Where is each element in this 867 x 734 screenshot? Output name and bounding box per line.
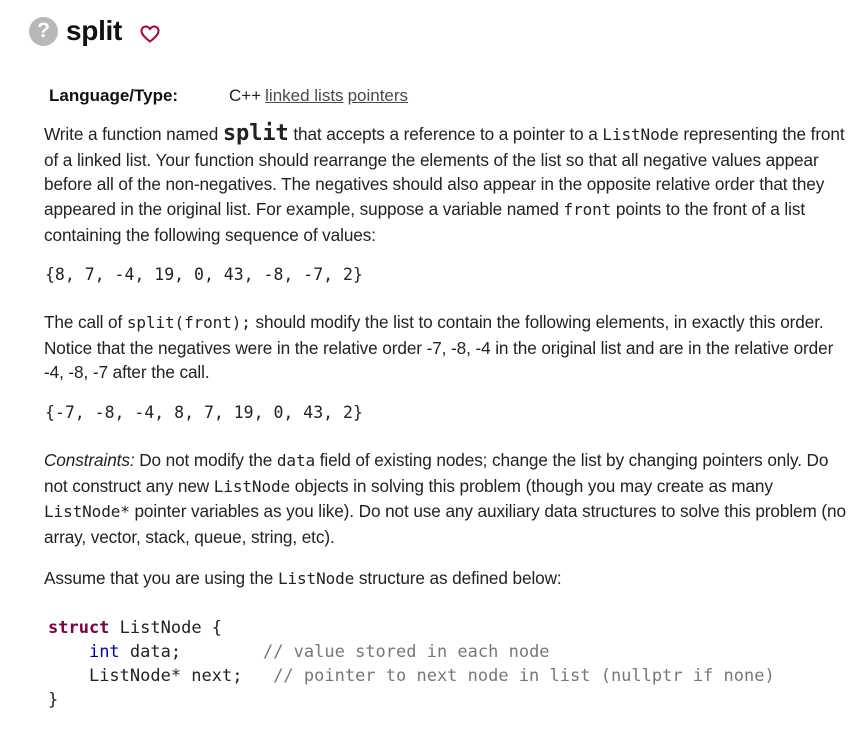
comment-data: // value stored in each node	[262, 642, 550, 662]
text: structure as defined below:	[354, 568, 562, 588]
function-name: split	[222, 121, 289, 146]
language-type-label: Language/Type:	[49, 86, 179, 105]
text: that accepts a reference to a pointer to a	[288, 124, 603, 144]
constraints	[44, 448, 850, 550]
text: Do not modify the	[134, 450, 277, 470]
text: field of existing nodes; change the list by changing pointers only. Do not construct any new	[44, 450, 829, 496]
struct-name: ListNode {	[119, 618, 223, 638]
text: pointer variables as you like). Do not use any auxiliary data structures to solve this problem (no array, vector, stack, queue, string, etc).	[44, 501, 846, 548]
text: Write a function named	[44, 124, 223, 144]
indent	[48, 666, 89, 686]
problem-header	[29, 14, 160, 48]
tag-link-linked-lists[interactable]: linked lists	[265, 86, 344, 105]
text: points to the front of a list containing the following sequence of values:	[44, 199, 806, 245]
code-data: data	[276, 451, 316, 470]
code-split-call: split(front);	[126, 313, 251, 332]
sequence-before: {8, 7, -4, 19, 0, 43, -8, -7, 2}	[45, 265, 363, 284]
type-int: int	[88, 642, 120, 662]
text: Assume that you are using the	[44, 568, 278, 588]
code-listnode: ListNode	[213, 476, 291, 496]
help-icon[interactable]: ?	[29, 17, 58, 46]
field-data: data;	[119, 642, 263, 662]
call-description	[44, 310, 850, 385]
tag-link-pointers[interactable]: pointers	[347, 86, 409, 105]
text: objects in solving this problem (though you may create as many	[290, 475, 773, 496]
text: representing the front of a linked list. Your function should rearrange the elements of the list so that all negative values appear before all of the non-negatives. The negatives should also appear in the opposite relative order that they appeared in the original list. For example, suppose a variable named	[44, 124, 845, 220]
sequence-after: {-7, -8, -4, 8, 7, 19, 0, 43, 2}	[45, 403, 363, 422]
heart-outline-icon[interactable]	[140, 25, 160, 43]
language-type-row	[49, 86, 408, 106]
struct-close: }	[48, 690, 59, 710]
keyword-struct: struct	[48, 618, 110, 638]
indent	[48, 642, 89, 662]
field-next: ListNode* next;	[88, 666, 274, 686]
code-listnode-pointer: ListNode*	[44, 502, 130, 522]
comment-next: // pointer to next node in list (nullptr if none)	[273, 666, 775, 686]
code-listnode: ListNode	[602, 125, 679, 144]
code-listnode: ListNode	[277, 569, 355, 588]
struct-definition-code	[48, 616, 775, 712]
constraints-label: Constraints:	[44, 450, 135, 470]
problem-title: split	[66, 15, 123, 46]
code-front: front	[563, 200, 612, 220]
text: The call of	[44, 312, 127, 332]
text: should modify the list to contain the following elements, in exactly this order. Notice that the negatives were in the relative order -7, -8, -4 in the original list and are in the relative order -4, -8, -7 after the call.	[44, 312, 834, 383]
structure-intro	[44, 566, 850, 592]
problem-description	[44, 122, 850, 248]
language-value: C++	[229, 86, 262, 105]
